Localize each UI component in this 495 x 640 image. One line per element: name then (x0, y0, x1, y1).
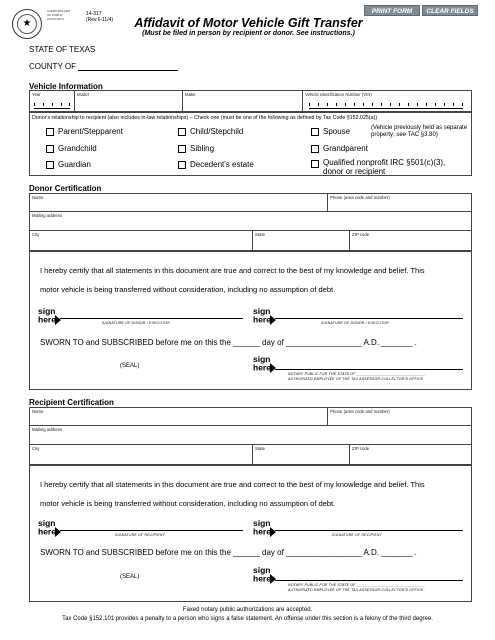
vin-tick (372, 103, 373, 106)
vin-tick (336, 103, 337, 106)
here-word: here (253, 526, 271, 537)
make-label: Make (185, 92, 196, 97)
recipient-mailing-field[interactable] (30, 426, 471, 445)
vin-tick (390, 103, 391, 106)
parent-checkbox[interactable] (46, 128, 54, 136)
donor-seal-label: (SEAL) (120, 363, 140, 369)
here-word: here (253, 362, 271, 373)
donor-notary-signature-line[interactable] (275, 369, 463, 370)
donor-sig-caption-left: SIGNATURE OF DONOR / EXECUTOR (102, 321, 171, 325)
recipient-state-field[interactable] (253, 445, 350, 464)
clear-fields-button[interactable]: CLEAR FIELDS (422, 5, 478, 16)
year-comb (34, 105, 70, 109)
nonprofit-checkbox[interactable] (311, 160, 319, 168)
vin-tick (381, 103, 382, 106)
recipient-zip-field[interactable] (350, 445, 471, 464)
arrow-right-icon (55, 527, 61, 537)
vin-tick (435, 103, 436, 106)
donor-zip-label: ZIP code (352, 232, 370, 237)
here-word: here (253, 314, 271, 325)
recipient-cert-line2: motor vehicle is being transferred without consideration, including no assumption of debt. (40, 499, 336, 508)
donor-city-label: City (32, 232, 40, 237)
child-label: Child/Stepchild (190, 127, 244, 136)
donor-mailing-field[interactable] (30, 212, 471, 231)
option-guardian[interactable] (46, 160, 91, 169)
arrow-right-icon (270, 363, 276, 373)
recipient-phone-field[interactable] (328, 408, 471, 426)
vin-tick (363, 103, 364, 106)
child-checkbox[interactable] (178, 128, 186, 136)
year-label: Year (32, 92, 41, 97)
here-word: here (38, 314, 56, 325)
option-sibling[interactable] (178, 144, 214, 153)
print-form-button[interactable]: PRINT FORM (364, 5, 420, 16)
recipient-zip-label: ZIP code (352, 446, 370, 451)
recipient-sign-here-left (38, 519, 61, 537)
grandparent-checkbox[interactable] (311, 145, 319, 153)
donor-notary-line2: AUTHORIZED EMPLOYEE OF THE TAX ASSESSOR-COLLECTOR'S OFFICE (288, 377, 424, 381)
sign-word: sign (253, 565, 271, 575)
option-parent[interactable] (46, 127, 123, 136)
donor-signature-line-left[interactable] (60, 318, 243, 319)
texas-seal-icon (12, 9, 42, 39)
recipient-notary-line1: NOTARY PUBLIC FOR THE STATE OF ________________________________ (288, 583, 426, 587)
donor-zip-field[interactable] (350, 231, 471, 250)
recipient-notary-sign-here (253, 566, 276, 584)
grandchild-checkbox[interactable] (46, 145, 54, 153)
parent-label: Parent/Stepparent (58, 127, 123, 136)
guardian-label: Guardian (58, 160, 91, 169)
decedent-label: Decedent's estate (190, 160, 254, 169)
vin-field[interactable] (303, 91, 471, 111)
model-field[interactable] (75, 91, 183, 111)
arrow-right-icon (55, 315, 61, 325)
recipient-sign-here-right (253, 519, 276, 537)
recipient-notary-signature-line[interactable] (275, 580, 463, 581)
vin-tick (399, 103, 400, 106)
donor-signature-line-right[interactable] (275, 318, 463, 319)
donor-notary-sign-here (253, 355, 276, 373)
donor-name-field[interactable] (30, 194, 328, 212)
option-child[interactable] (178, 127, 243, 136)
donor-sworn-statement: SWORN TO and SUBSCRIBED before me on this the ______ day of _________________ A.D. _______ . (40, 338, 417, 347)
recipient-seal-label: (SEAL) (120, 574, 140, 580)
here-word: here (38, 526, 56, 537)
recipient-name-field[interactable] (30, 408, 328, 426)
donor-sign-here-left (38, 307, 61, 325)
relationship-box (29, 112, 472, 176)
form-title: Affidavit of Motor Vehicle Gift Transfer (134, 16, 363, 30)
recipient-cert-line1: I hereby certify that all statements in this document are true and correct to the best of my knowledge and belief. This (40, 480, 425, 489)
sign-word: sign (253, 306, 271, 316)
sibling-label: Sibling (190, 144, 215, 153)
agency-name: COMPTROLLER OF PUBLIC ACCOUNTS (47, 9, 70, 21)
donor-sign-here-right (253, 307, 276, 325)
recipient-phone-label: Phone (area code and number) (330, 409, 390, 414)
form-number-text: 14-317 (86, 11, 102, 17)
spouse-note: (Vehicle previously held as separate property; see TAC §3.80) (371, 125, 468, 138)
donor-city-field[interactable] (30, 231, 253, 250)
vehicle-info-heading: Vehicle Information (29, 82, 103, 91)
recipient-sworn-statement: SWORN TO and SUBSCRIBED before me on this the ______ day of _________________ A.D. _______ . (40, 548, 417, 557)
county-field[interactable] (78, 70, 178, 71)
nonprofit-label (323, 158, 445, 176)
arrow-right-icon (270, 315, 276, 325)
donor-heading: Donor Certification (29, 184, 102, 193)
recipient-sig-caption-right: SIGNATURE OF RECIPIENT (332, 533, 382, 537)
footer-penalty-note: Tax Code §152.101 provides a penalty to a person who signs a false statement. An offense under this section is a felony of the third degree. (62, 616, 433, 622)
vin-tick (453, 103, 454, 106)
form-subtitle: (Must be filed in person by recipient or donor. See instructions.) (142, 30, 355, 37)
vin-tick (462, 103, 463, 106)
option-spouse[interactable] (311, 127, 350, 136)
donor-state-label: State (255, 232, 266, 237)
recipient-notary-line2: AUTHORIZED EMPLOYEE OF THE TAX ASSESSOR-COLLECTOR'S OFFICE (288, 588, 424, 592)
footer-fax-note: Faxed notary public authorizations are accepted. (182, 607, 313, 613)
vin-tick (327, 103, 328, 106)
recipient-fields (29, 407, 472, 465)
sign-word: sign (38, 518, 56, 528)
nonprofit-label-1: Qualified nonprofit IRC §501(c)(3), (323, 158, 446, 167)
sign-word: sign (253, 518, 271, 528)
sibling-checkbox[interactable] (178, 145, 186, 153)
option-grandchild[interactable] (46, 144, 97, 153)
vin-tick (354, 103, 355, 106)
spouse-checkbox[interactable] (311, 128, 319, 136)
vehicle-row (29, 90, 472, 112)
option-grandparent[interactable] (311, 144, 368, 153)
donor-phone-label: Phone (area code and number) (330, 195, 390, 200)
here-word: here (253, 573, 271, 584)
option-decedent[interactable] (178, 160, 254, 169)
recipient-city-label: City (32, 446, 40, 451)
vin-tick (426, 103, 427, 106)
relationship-prompt: Donor's relationship to recipient (also includes in-law relationships) – Check one (must be one of the following as defined by Tax Code §152.025(a)) (32, 115, 378, 121)
donor-fields (29, 193, 472, 251)
year-field[interactable] (30, 91, 75, 111)
grandchild-label: Grandchild (58, 144, 97, 153)
donor-cert-line2: motor vehicle is being transferred without consideration, including no assumption of debt. (40, 285, 336, 294)
donor-notary-line1: NOTARY PUBLIC FOR THE STATE OF ________________________________ (288, 372, 426, 376)
vin-comb (309, 105, 463, 109)
donor-sig-caption-right: SIGNATURE OF DONOR / EXECUTOR (321, 321, 390, 325)
recipient-city-field[interactable] (30, 445, 253, 464)
donor-phone-field[interactable] (328, 194, 471, 212)
recipient-sig-caption-left: SIGNATURE OF RECIPIENT (115, 533, 165, 537)
vin-label: Vehicle Identification Number (VIN) (305, 92, 372, 97)
county-label: COUNTY OF (29, 62, 76, 71)
vin-tick (444, 103, 445, 106)
vin-tick (318, 103, 319, 106)
sign-word: sign (253, 354, 271, 364)
vin-tick (345, 103, 346, 106)
guardian-checkbox[interactable] (46, 161, 54, 169)
recipient-cert-box (29, 465, 472, 602)
decedent-checkbox[interactable] (178, 161, 186, 169)
donor-state-field[interactable] (253, 231, 350, 250)
donor-cert-box (29, 251, 472, 390)
form-revision: (Rev.6-11/4) (86, 17, 114, 23)
donor-name-label: Name (32, 195, 44, 200)
nonprofit-label-2: donor or recipient (323, 167, 386, 176)
arrow-right-icon (270, 574, 276, 584)
option-nonprofit[interactable] (311, 158, 445, 176)
vin-tick (309, 103, 310, 106)
grandparent-label: Grandparent (323, 144, 368, 153)
sign-word: sign (38, 306, 56, 316)
arrow-right-icon (270, 527, 276, 537)
recipient-name-label: Name (32, 409, 44, 414)
recipient-signature-line-right[interactable] (275, 530, 463, 531)
donor-cert-line1: I hereby certify that all statements in this document are true and correct to the best of my knowledge and belief. This (40, 266, 425, 275)
make-field[interactable] (183, 91, 303, 111)
recipient-signature-line-left[interactable] (60, 530, 243, 531)
seal-star: ★ (17, 14, 37, 34)
recipient-heading: Recipient Certification (29, 398, 114, 407)
spouse-label: Spouse (323, 127, 351, 136)
donor-mailing-label: Mailing address (32, 213, 63, 218)
recipient-mailing-label: Mailing address (32, 427, 63, 432)
recipient-state-label: State (255, 446, 266, 451)
vin-tick (417, 103, 418, 106)
model-label: Model (77, 92, 89, 97)
state-of-texas: STATE OF TEXAS (29, 45, 96, 54)
vin-tick (408, 103, 409, 106)
